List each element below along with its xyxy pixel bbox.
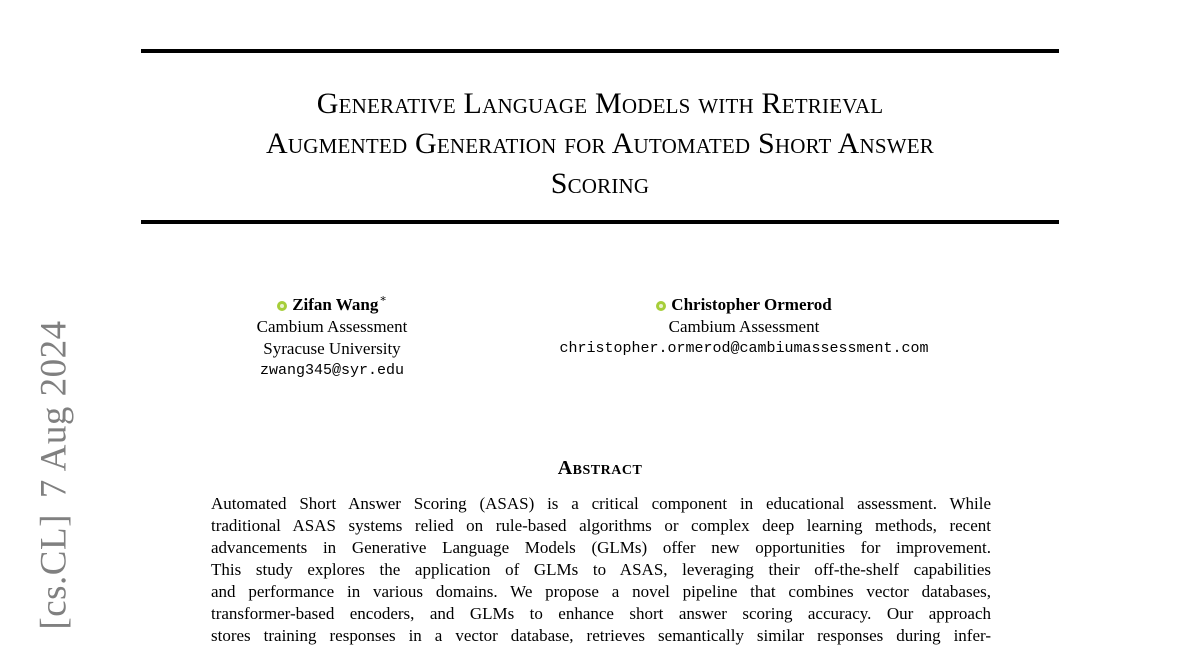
abstract-line: advancements in Generative Language Models (GLMs) offer new opportunities for improvement. (211, 538, 991, 557)
orcid-icon[interactable] (656, 301, 666, 311)
abstract-line: transformer-based encoders, and GLMs to enhance short answer scoring accuracy. Our approach (211, 604, 991, 623)
abstract-heading: Abstract (557, 457, 643, 479)
corresponding-mark: ∗ (379, 293, 387, 305)
title-line: Generative Language Models with Retrieval (316, 87, 884, 120)
author-block-1 (232, 294, 432, 382)
author-affiliation: Cambium Assessment (256, 317, 408, 336)
author-affiliation: Syracuse University (263, 339, 401, 358)
author-email[interactable]: christopher.ormerod@cambiumassessment.com (559, 340, 929, 357)
author-affiliation: Cambium Assessment (668, 317, 820, 336)
author-name: Christopher Ormerod (671, 295, 832, 314)
arxiv-stamp (33, 320, 76, 629)
arxiv-date: 7 Aug 2024 (33, 320, 75, 499)
orcid-icon[interactable] (277, 301, 287, 311)
abstract-line: This study explores the application of GLMs to ASAS, leveraging their off-the-shelf capabilities (211, 560, 991, 579)
abstract-line: and performance in various domains. We propose a novel pipeline that combines vector databases, (211, 582, 991, 601)
title-top-rule (141, 49, 1059, 53)
author-email[interactable]: zwang345@syr.edu (259, 362, 405, 379)
abstract-line: Automated Short Answer Scoring (ASAS) is a critical component in educational assessment. While (211, 494, 991, 513)
abstract-body (211, 493, 991, 647)
abstract-line: traditional ASAS systems relied on rule-based algorithms or complex deep learning methods, recent (211, 516, 991, 535)
author-name-row (524, 294, 964, 316)
title-line: Scoring (550, 167, 650, 200)
author-name: Zifan Wang (292, 295, 379, 314)
paper-title (141, 84, 1059, 204)
author-name-row (232, 294, 432, 316)
abstract-line: stores training responses in a vector database, retrieves semantically similar responses during infer- (211, 626, 991, 645)
arxiv-category: [cs.CL] (33, 514, 75, 630)
author-block-2 (524, 294, 964, 360)
title-bottom-rule (141, 220, 1059, 224)
title-line: Augmented Generation for Automated Short Answer (266, 127, 934, 160)
